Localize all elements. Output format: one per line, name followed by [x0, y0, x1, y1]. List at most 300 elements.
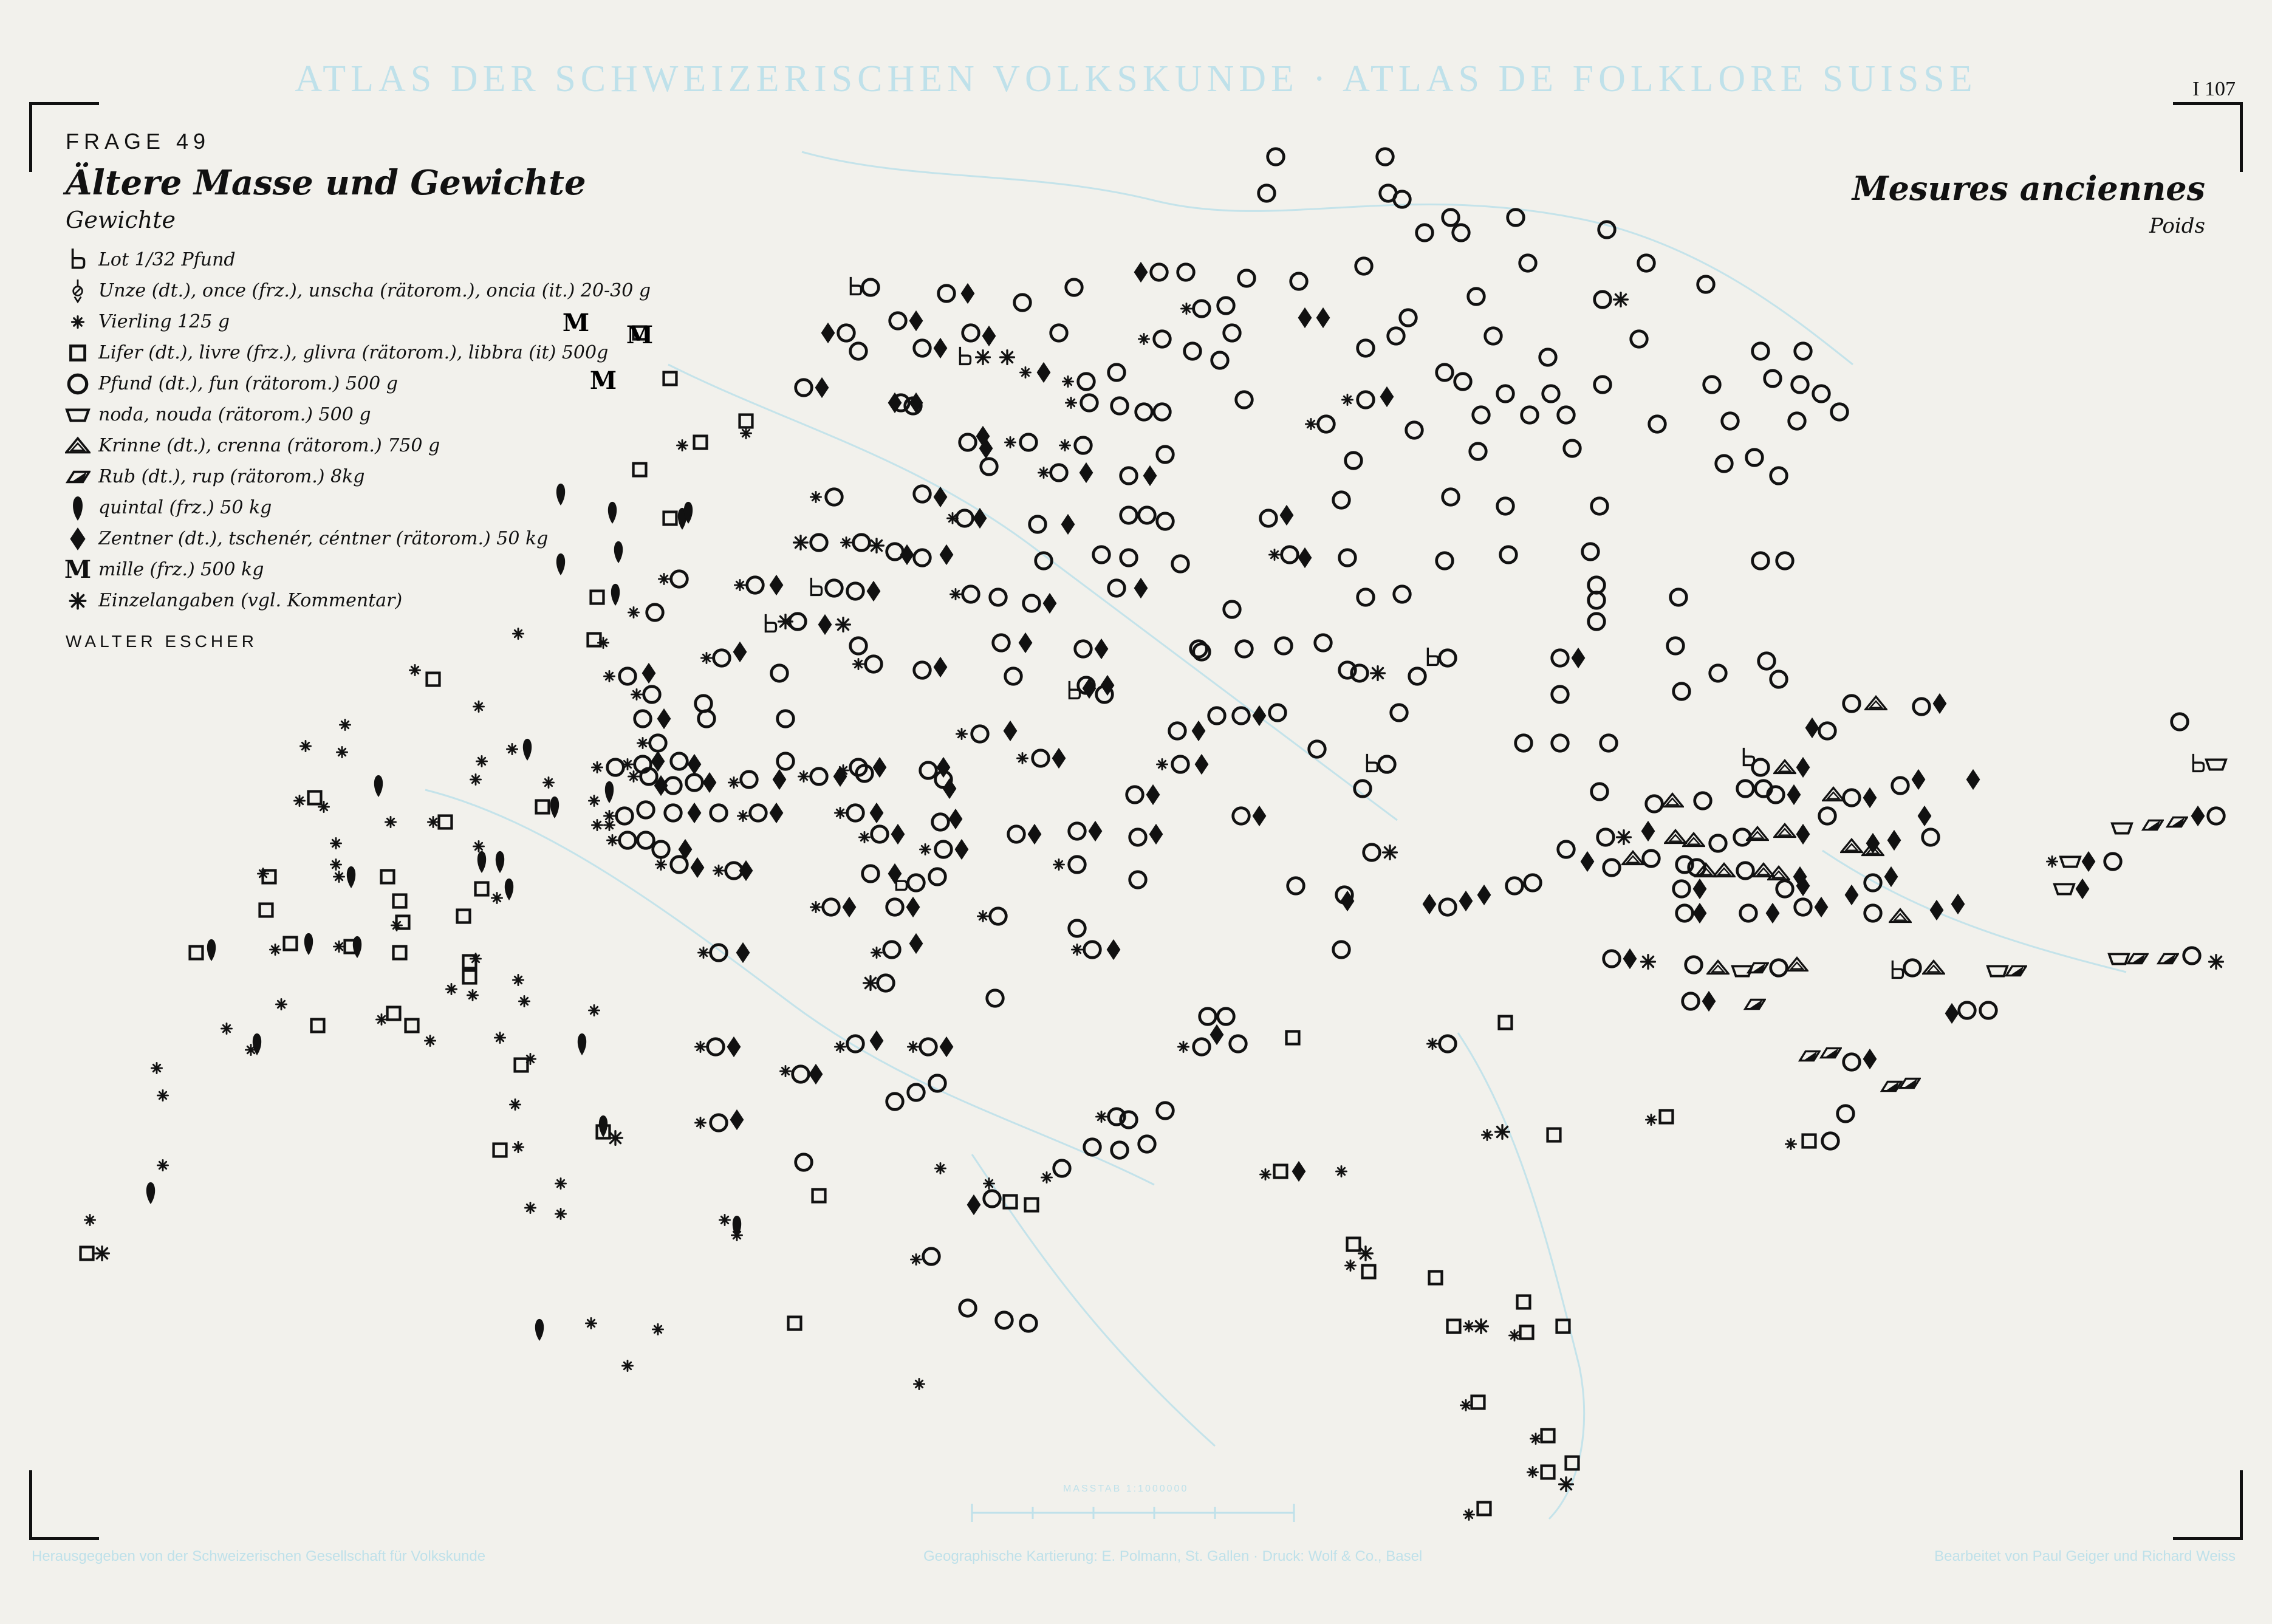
zentner-diamond-icon: [730, 1109, 744, 1130]
zentner-diamond-icon: [1423, 894, 1437, 914]
vierling-icon: [728, 777, 739, 787]
zentner-diamond-icon: [2076, 879, 2090, 899]
vierling-icon: [334, 941, 344, 951]
pfund-circle-icon: [826, 489, 843, 505]
zentner-diamond-icon: [1253, 806, 1267, 826]
zentner-diamond-icon: [870, 803, 884, 823]
vierling-icon: [977, 911, 988, 921]
zentner-diamond-icon: [1702, 991, 1716, 1012]
vierling-icon: [467, 990, 477, 1000]
pfund-circle-icon: [1236, 392, 1253, 408]
pfund-circle-icon: [1710, 835, 1726, 852]
vierling-icon: [1345, 1260, 1355, 1270]
pfund-circle-icon: [1121, 507, 1137, 524]
einzelangabe-asterisk-icon: [1474, 1320, 1488, 1334]
vierling-icon: [1530, 1433, 1541, 1444]
pfund-circle-icon: [914, 486, 931, 502]
zentner-diamond-icon: [1796, 824, 1810, 845]
rub-parallelogram-icon: [2007, 966, 2026, 975]
libra-square-icon: [260, 904, 273, 917]
pfund-circle-icon: [1358, 340, 1374, 357]
vierling-icon: [376, 1014, 386, 1024]
pfund-circle-icon: [981, 459, 997, 475]
mille-icon: M: [589, 366, 617, 395]
vierling-icon: [294, 795, 304, 806]
vierling-icon: [519, 996, 529, 1006]
pfund-circle-icon: [1112, 398, 1128, 414]
pfund-circle-icon: [1151, 264, 1168, 281]
pfund-circle-icon: [1683, 993, 1699, 1010]
pfund-circle-icon: [1209, 708, 1225, 724]
pfund-circle-icon: [866, 656, 882, 673]
pfund-circle-icon: [811, 535, 827, 551]
vierling-icon: [157, 1160, 168, 1170]
vierling-icon: [1509, 1330, 1519, 1340]
pfund-circle-icon: [854, 535, 870, 551]
vierling-icon: [835, 1041, 845, 1052]
pfund-circle-icon: [1677, 905, 1693, 922]
pfund-circle-icon: [696, 696, 712, 712]
zentner-diamond-icon: [1845, 885, 1859, 905]
vierling-icon: [276, 999, 286, 1009]
vierling-icon: [1053, 859, 1064, 869]
pfund-circle-icon: [914, 550, 931, 566]
pfund-circle-icon: [1777, 553, 1793, 569]
pfund-circle-icon: [1139, 507, 1155, 524]
libra-square-icon: [694, 436, 707, 449]
pfund-circle-icon: [1734, 829, 1751, 846]
krinne-triangle-icon: [1923, 961, 1944, 974]
vierling-icon: [592, 820, 602, 830]
vierling-icon: [914, 1379, 924, 1389]
pfund-circle-icon: [711, 805, 727, 821]
quintal-teardrop-icon: [304, 933, 313, 955]
pfund-circle-icon: [1595, 377, 1611, 393]
pfund-circle-icon: [1130, 829, 1146, 846]
vierling-icon: [1305, 419, 1316, 429]
vierling-icon: [473, 701, 484, 711]
pfund-circle-icon: [1507, 878, 1523, 894]
pfund-circle-icon: [1358, 589, 1374, 606]
pfund-circle-icon: [1540, 349, 1556, 366]
pfund-circle-icon: [884, 942, 900, 958]
zentner-diamond-icon: [943, 778, 957, 799]
pfund-circle-icon: [1318, 416, 1335, 433]
einzelangabe-asterisk-icon: [1496, 1125, 1510, 1139]
vierling-icon: [920, 844, 930, 854]
mille-icon: M: [626, 321, 654, 349]
pfund-circle-icon: [1259, 185, 1275, 202]
pfund-circle-icon: [823, 899, 840, 916]
zentner-diamond-icon: [1146, 784, 1160, 805]
quintal-teardrop-icon: [599, 1115, 607, 1137]
zentner-diamond-icon: [2191, 806, 2205, 826]
pfund-circle-icon: [1394, 586, 1411, 603]
pfund-circle-icon: [1638, 255, 1655, 272]
pfund-circle-icon: [671, 753, 688, 770]
pfund-circle-icon: [960, 434, 976, 451]
pfund-circle-icon: [1291, 273, 1307, 290]
zentner-diamond-icon: [1004, 721, 1018, 741]
zentner-diamond-icon: [1945, 1003, 1959, 1024]
zentner-diamond-icon: [1149, 824, 1163, 845]
vierling-icon: [525, 1054, 535, 1064]
zentner-diamond-icon: [727, 1036, 741, 1057]
libra-square-icon: [1499, 1016, 1512, 1029]
pfund-circle-icon: [796, 380, 812, 396]
author-name: WALTER ESCHER: [66, 632, 258, 651]
vierling-icon: [318, 801, 329, 812]
vierling-icon: [1482, 1129, 1492, 1140]
pfund-circle-icon: [936, 841, 952, 858]
pfund-circle-icon: [923, 1249, 940, 1265]
pfund-circle-icon: [1230, 1036, 1247, 1052]
pfund-circle-icon: [1233, 708, 1250, 724]
libra-square-icon: [309, 792, 321, 804]
zentner-diamond-icon: [736, 942, 750, 963]
vierling-icon: [810, 492, 821, 502]
pfund-circle-icon: [617, 808, 633, 824]
vierling-icon: [698, 947, 708, 958]
vierling-icon: [908, 1041, 918, 1052]
vierling-icon: [340, 719, 350, 730]
zentner-diamond-icon: [1253, 705, 1267, 726]
zentner-diamond-icon: [1107, 939, 1121, 960]
lot-icon: [1428, 648, 1438, 665]
libra-square-icon: [664, 512, 677, 525]
vierling-icon: [701, 653, 711, 663]
einzelangabe-asterisk-icon: [1383, 846, 1397, 860]
libra-square-icon: [1429, 1272, 1442, 1284]
vierling-icon: [510, 1099, 520, 1109]
krinne-triangle-icon: [1683, 834, 1704, 846]
pfund-circle-icon: [2105, 854, 2121, 870]
vierling-icon: [1181, 303, 1191, 313]
noda-trapezoid-icon: [2061, 857, 2080, 866]
zentner-diamond-icon: [891, 824, 905, 845]
zentner-diamond-icon: [982, 326, 996, 346]
krinne-triangle-icon: [1866, 697, 1886, 710]
pfund-circle-icon: [1643, 851, 1660, 867]
pfund-circle-icon: [1377, 149, 1394, 165]
libra-square-icon: [1347, 1238, 1360, 1251]
pfund-circle-icon: [1333, 942, 1350, 958]
footer-publisher: Herausgegeben von der Schweizerischen Gesellschaft für Volkskunde: [32, 1548, 486, 1564]
pfund-circle-icon: [1443, 489, 1459, 505]
libra-square-icon: [81, 1247, 94, 1260]
pfund-circle-icon: [1468, 289, 1485, 305]
pfund-circle-icon: [960, 1300, 976, 1317]
vierling-icon: [470, 953, 481, 964]
lot-icon: [2193, 754, 2203, 772]
pfund-circle-icon: [741, 772, 758, 788]
pfund-circle-icon: [1583, 544, 1599, 560]
zentner-diamond-icon: [688, 754, 702, 775]
pfund-circle-icon: [1021, 1315, 1037, 1332]
pfund-circle-icon: [1695, 793, 1711, 809]
libra-square-icon: [494, 1144, 507, 1157]
pfund-circle-icon: [887, 544, 903, 560]
pfund-circle-icon: [872, 826, 888, 843]
pfund-circle-icon: [635, 711, 651, 727]
pfund-circle-icon: [1646, 796, 1663, 812]
noda-trapezoid-icon: [2109, 954, 2129, 964]
vierling-icon: [555, 1178, 566, 1188]
vierling-icon: [2047, 856, 2057, 866]
pfund-circle-icon: [2172, 714, 2188, 730]
zentner-diamond-icon: [1887, 830, 1901, 851]
zentner-diamond-icon: [703, 772, 717, 793]
pfund-circle-icon: [1892, 778, 1909, 794]
vierling-icon: [1157, 759, 1167, 769]
libra-square-icon: [284, 937, 297, 950]
question-number: FRAGE 49: [66, 129, 211, 154]
pfund-circle-icon: [750, 805, 767, 821]
rub-parallelogram-icon: [2143, 820, 2163, 829]
vierling-icon: [853, 659, 863, 669]
pfund-circle-icon: [1668, 638, 1684, 654]
zentner-diamond-icon: [909, 933, 923, 954]
pfund-circle-icon: [920, 762, 937, 779]
vierling-icon: [491, 893, 502, 903]
pfund-circle-icon: [1771, 671, 1787, 688]
pfund-circle-icon: [1904, 960, 1921, 976]
pfund-circle-icon: [1139, 1136, 1155, 1153]
vierling-icon: [337, 747, 347, 757]
vierling-icon: [835, 807, 845, 818]
pfund-circle-icon: [1601, 735, 1617, 752]
pfund-circle-icon: [1409, 668, 1426, 685]
vierling-icon: [956, 728, 967, 739]
krinne-triangle-icon: [1708, 961, 1728, 974]
pfund-circle-icon: [778, 753, 794, 770]
pfund-circle-icon: [671, 857, 688, 873]
pfund-circle-icon: [1704, 377, 1720, 393]
zentner-diamond-icon: [1766, 903, 1780, 923]
pfund-circle-icon: [1844, 696, 1860, 712]
pfund-circle-icon: [1200, 1009, 1216, 1025]
pfund-circle-icon: [1224, 601, 1240, 618]
pfund-circle-icon: [1333, 492, 1350, 509]
pfund-circle-icon: [908, 875, 925, 891]
vierling-icon: [950, 589, 960, 599]
zentner-diamond-icon: [940, 544, 954, 565]
pfund-circle-icon: [778, 711, 794, 727]
libra-square-icon: [789, 1317, 801, 1330]
quintal-teardrop-icon: [556, 553, 565, 575]
pfund-circle-icon: [1157, 1103, 1174, 1119]
pfund-circle-icon: [1127, 787, 1143, 803]
libra-square-icon: [634, 464, 646, 476]
pfund-circle-icon: [686, 775, 703, 791]
pfund-circle-icon: [1093, 547, 1110, 563]
rub-parallelogram-icon: [2128, 954, 2147, 963]
vierling-icon: [428, 817, 438, 827]
zentner-diamond-icon: [873, 757, 887, 778]
zentner-diamond-icon: [1052, 748, 1066, 769]
krinne-triangle-icon: [1774, 761, 1795, 773]
pfund-circle-icon: [1795, 899, 1812, 916]
libra-square-icon: [664, 372, 677, 385]
pfund-circle-icon: [1674, 881, 1690, 897]
pfund-circle-icon: [1030, 516, 1046, 533]
libra-square-icon: [591, 591, 604, 604]
vierling-icon: [1527, 1467, 1538, 1477]
krinne-triangle-icon: [1890, 910, 1911, 922]
legend-label: mille (frz.) 500 kg: [98, 559, 264, 580]
libra-square-icon: [190, 947, 203, 959]
vierling-icon: [713, 865, 724, 875]
zentner-diamond-icon: [1028, 824, 1042, 845]
vierling-icon: [871, 947, 881, 958]
krinne-triangle-icon: [1662, 794, 1683, 807]
vierling-icon: [525, 1202, 535, 1213]
pfund-circle-icon: [1564, 440, 1581, 457]
pfund-circle-icon: [1865, 875, 1881, 891]
quintal-teardrop-icon: [353, 936, 361, 958]
zentner-diamond-icon: [2082, 851, 2096, 872]
vierling-icon: [470, 774, 481, 784]
pfund-circle-icon: [1737, 863, 1754, 879]
legend-label: quintal (frz.) 50 kg: [98, 497, 272, 518]
scale-bar: [972, 1504, 1294, 1522]
einzelangabe-asterisk-icon: [870, 539, 884, 553]
pfund-circle-icon: [1276, 638, 1292, 654]
zentner-diamond-icon: [1459, 891, 1473, 911]
zentner-diamond-icon: [1912, 769, 1926, 790]
pfund-circle-icon: [1759, 653, 1775, 670]
zentner-diamond-icon: [1210, 1024, 1224, 1045]
vierling-icon: [409, 665, 420, 675]
pfund-circle-icon: [1443, 210, 1459, 226]
libra-square-icon: [427, 673, 440, 686]
pfund-circle-icon: [1599, 222, 1615, 238]
pfund-circle-icon: [1437, 553, 1453, 569]
vierling-icon: [659, 574, 669, 584]
zentner-diamond-icon: [1693, 879, 1707, 899]
vierling-icon: [737, 810, 748, 821]
pfund-circle-icon: [1109, 580, 1125, 597]
zentner-diamond-icon: [1815, 897, 1829, 917]
pfund-circle-icon: [1178, 264, 1194, 281]
zentner-diamond-icon: [961, 283, 975, 304]
pfund-circle-icon: [1270, 705, 1286, 721]
symbols-layer: [81, 149, 2226, 1520]
vierling-icon: [637, 738, 648, 748]
vierling-icon: [1041, 1172, 1052, 1182]
vierling-icon: [734, 580, 745, 590]
pfund-circle-icon: [1236, 641, 1253, 657]
rub-parallelogram-icon: [2168, 817, 2187, 826]
pfund-circle-icon: [1440, 1036, 1456, 1052]
pfund-circle-icon: [963, 325, 979, 341]
krinne-triangle-icon: [1714, 864, 1734, 877]
pfund-circle-icon: [671, 571, 688, 588]
vierling-icon: [1017, 753, 1027, 763]
pfund-circle-icon: [1008, 826, 1025, 843]
pfund-circle-icon: [1525, 875, 1541, 891]
pfund-circle-icon: [644, 687, 660, 703]
vierling-icon: [1062, 376, 1073, 386]
pfund-circle-icon: [1765, 371, 1781, 387]
pfund-circle-icon: [838, 325, 855, 341]
pfund-circle-icon: [1309, 741, 1326, 758]
pfund-circle-icon: [1649, 416, 1666, 433]
krinne-triangle-icon: [1623, 852, 1643, 865]
mille-icon: M: [562, 309, 590, 337]
pfund-circle-icon: [1212, 352, 1228, 369]
rub-parallelogram-icon: [1745, 999, 1765, 1009]
pfund-circle-icon: [1440, 899, 1456, 916]
pfund-circle-icon: [1239, 270, 1255, 287]
pfund-circle-icon: [1400, 310, 1417, 326]
vierling-icon: [84, 1215, 95, 1225]
vierling-icon: [741, 428, 751, 438]
pfund-circle-icon: [1552, 687, 1569, 703]
pfund-circle-icon: [1194, 301, 1210, 317]
zentner-diamond-icon: [1037, 362, 1051, 383]
einzelangabe-asterisk-icon: [1617, 831, 1631, 845]
zentner-diamond-icon: [691, 857, 705, 878]
pfund-circle-icon: [2208, 808, 2225, 824]
rub-parallelogram-icon: [1882, 1081, 1901, 1091]
pfund-circle-icon: [878, 975, 894, 992]
pfund-circle-icon: [665, 805, 682, 821]
zentner-diamond-icon: [815, 377, 829, 398]
pfund-circle-icon: [1914, 699, 1930, 715]
vierling-icon: [695, 1117, 705, 1128]
zentner-diamond-icon: [739, 860, 753, 881]
vierling-icon: [984, 1178, 994, 1188]
pfund-circle-icon: [1084, 1139, 1101, 1156]
pfund-circle-icon: [699, 711, 715, 727]
pfund-circle-icon: [747, 577, 764, 594]
pfund-circle-icon: [990, 589, 1007, 606]
libra-square-icon: [588, 634, 601, 646]
pfund-circle-icon: [1261, 510, 1277, 527]
vierling-icon: [1072, 944, 1082, 954]
footer-editors: Bearbeitet von Paul Geiger und Richard Weiss: [1934, 1548, 2236, 1564]
pfund-circle-icon: [714, 650, 730, 666]
vierling-icon: [476, 756, 487, 766]
pfund-circle-icon: [1051, 325, 1067, 341]
quintal-teardrop-icon: [578, 1033, 586, 1055]
vierling-icon: [1005, 437, 1015, 447]
rub-parallelogram-icon: [1821, 1048, 1841, 1057]
pfund-circle-icon: [1520, 255, 1536, 272]
vierling-icon: [1463, 1321, 1474, 1331]
zentner-diamond-icon: [770, 803, 784, 823]
zentner-diamond-icon: [809, 1064, 823, 1084]
pfund-circle-icon: [1121, 550, 1137, 566]
pfund-circle-icon: [1795, 343, 1812, 360]
pfund-circle-icon: [1440, 650, 1456, 666]
pfund-circle-icon: [1980, 1002, 1997, 1019]
vierling-icon: [513, 628, 523, 639]
rub-parallelogram-icon: [2158, 954, 2178, 963]
vierling-icon: [589, 1005, 599, 1015]
zentner-diamond-icon: [1280, 505, 1294, 526]
zentner-diamond-icon: [1380, 386, 1394, 407]
vierling-icon: [859, 832, 869, 842]
pfund-circle-icon: [1543, 386, 1559, 402]
pfund-circle-icon: [972, 726, 988, 742]
pfund-circle-icon: [1218, 1009, 1234, 1025]
pfund-circle-icon: [929, 869, 946, 885]
pfund-circle-icon: [1069, 823, 1086, 840]
pfund-circle-icon: [811, 769, 827, 785]
vierling-icon: [719, 1215, 730, 1225]
